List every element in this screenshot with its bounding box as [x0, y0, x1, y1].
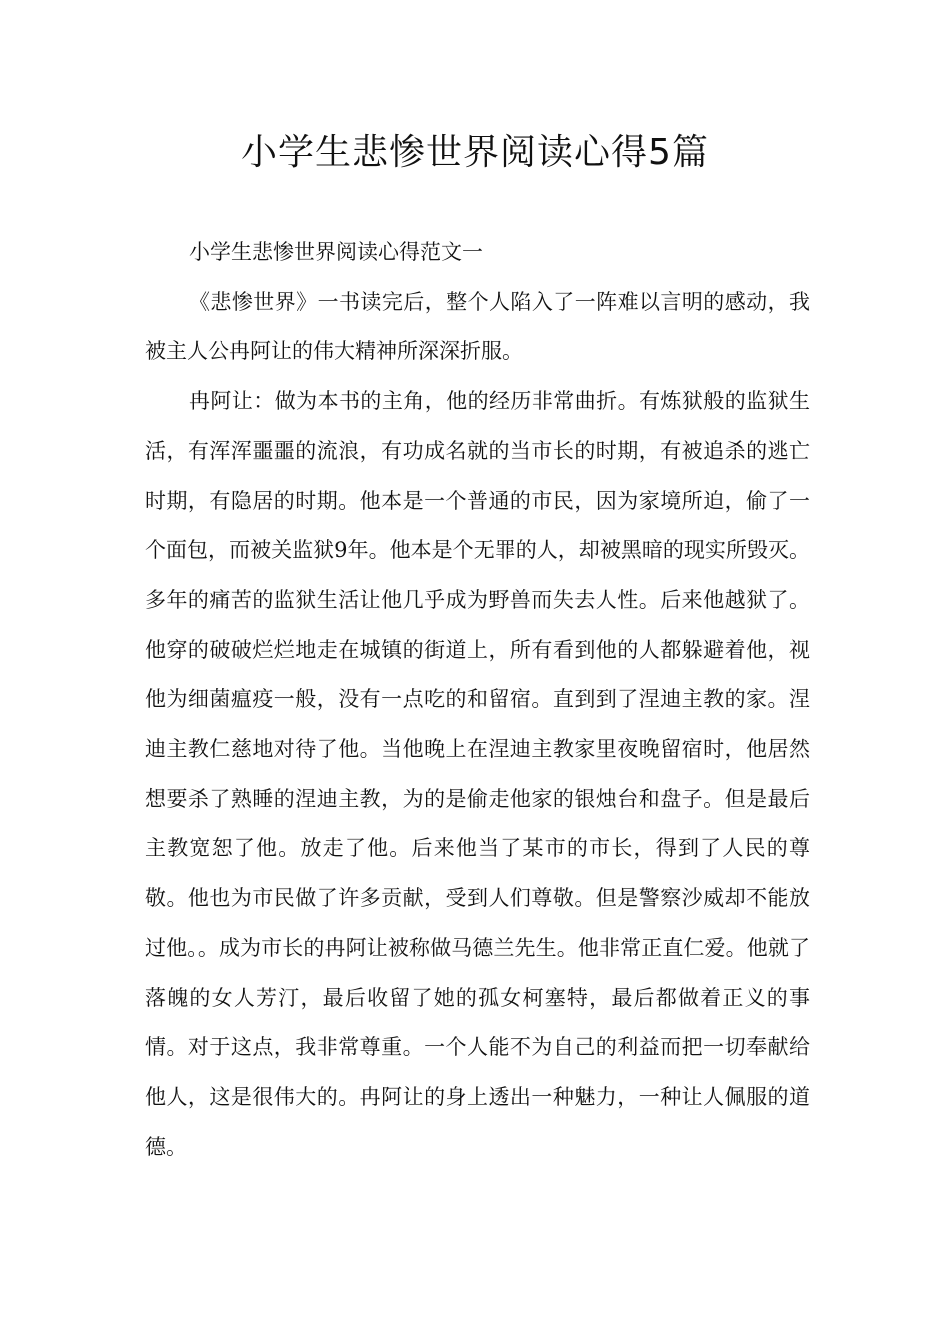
section-heading: 小学生悲惨世界阅读心得范文一: [189, 240, 483, 264]
paragraph-main: 冉阿让：做为本书的主角，他的经历非常曲折。有炼狱般的监狱生活，有浑浑噩噩的流浪，有功成名就的当市长的时期，有被追杀的逃亡时期，有隐居的时期。他本是一个普通的市民，因为家境所迫，偷了一个面包，而被关监狱9年。他本是个无罪的人，却被黑暗的现实所毁灭。多年的痛苦的监狱生活让他几乎成为野兽而失去人性。后来他越狱了。他穿的破破烂烂地走在城镇的街道上，所有看到他的人都躲避着他，视他为细菌瘟疫一般，没有一点吃的和留宿。直到到了涅迪主教的家。涅迪主教仁慈地对待了他。当他晚上在涅迪主教家里夜晚留宿时，他居然想要杀了熟睡的涅迪主教，为的是偷走他家的银烛台和盘子。但是最后主教宽恕了他。放走了他。后来他当了某市的市长，得到了人民的尊敬。他也为市民做了许多贡献，受到人们尊敬。但是警察沙威却不能放过他。。成为市长的冉阿让被称做马德兰先生。他非常正直仁爱。他就了落魄的女人芳汀，最后收留了她的孤女柯塞特，最后都做着正义的事情。对于这点，我非常尊重。一个人能不为自己的利益而把一切奉献给他人，这是很伟大的。冉阿让的身上透出一种魅力，一种让人佩服的道德。: [145, 389, 810, 1159]
document-body: [145, 228, 810, 1172]
document-title: 小学生悲惨世界阅读心得5篇: [241, 132, 709, 173]
paragraph-intro: 《悲惨世界》一书读完后，整个人陷入了一阵难以言明的感动，我被主人公冉阿让的伟大精神所深深折服。: [145, 289, 810, 364]
